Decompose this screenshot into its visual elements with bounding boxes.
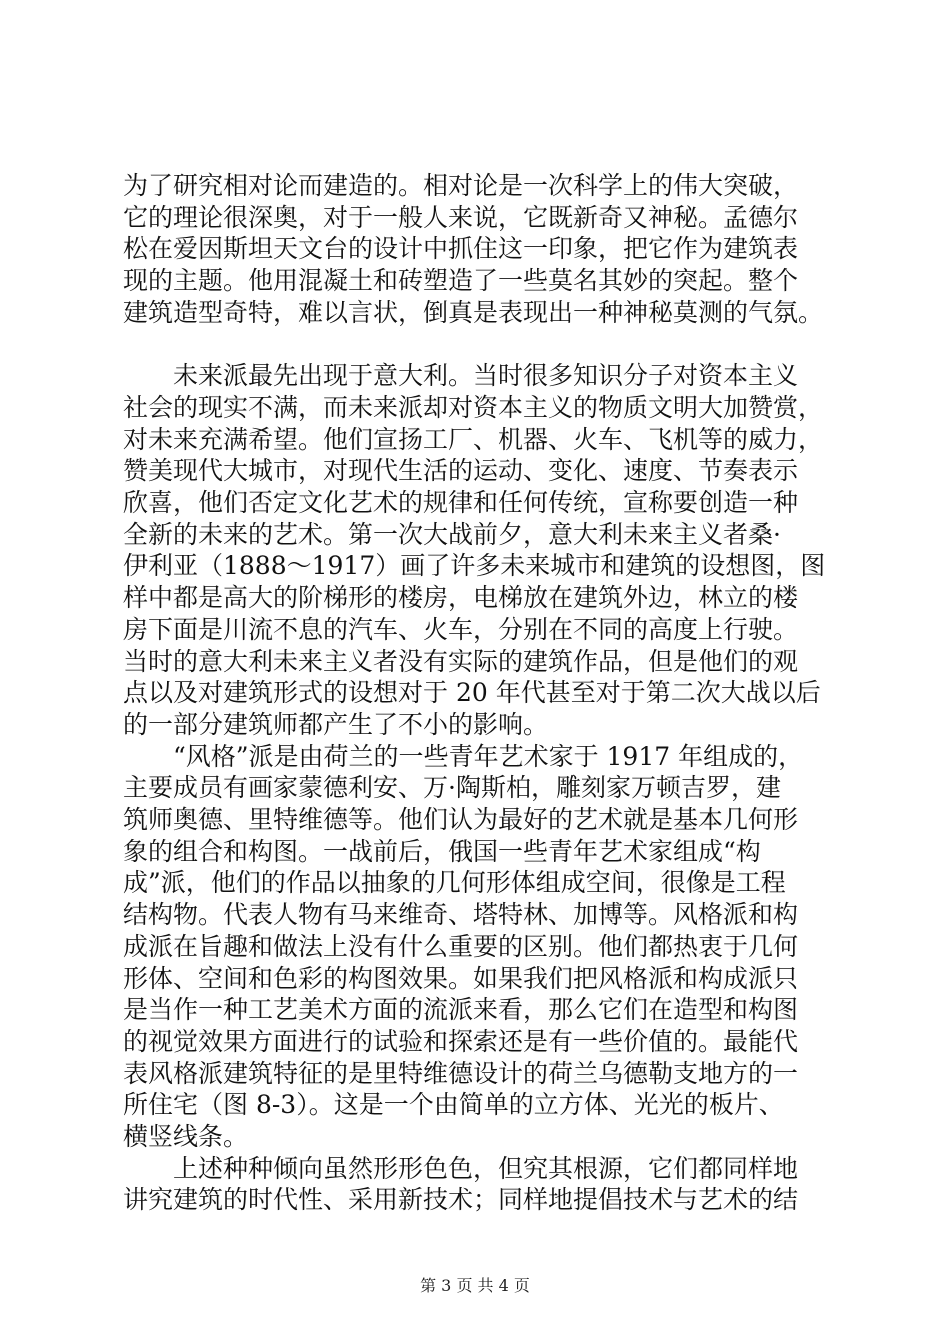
text-line: 伊利亚（1888～1917）画了许多未来城市和建筑的设想图，图 [123, 551, 826, 581]
text-line: 成派在旨趣和做法上没有什么重要的区别。他们都热衷于几何 [123, 931, 799, 961]
text-line: 社会的现实不满，而未来派却对资本主义的物质文明大加赞赏， [123, 392, 824, 422]
text-line: 欣喜，他们否定文化艺术的规律和任何传统，宣称要创造一种 [123, 488, 799, 518]
paragraph-gap [123, 329, 843, 361]
text-line: 现的主题。他用混凝土和砖塑造了一些莫名其妙的突起。整个 [123, 266, 799, 296]
text-line: 成”派，他们的作品以抽象的几何形体组成空间，很像是工程 [123, 868, 786, 898]
text-line: 建筑造型奇特，难以言状，倒真是表现出一种神秘莫测的气氛。 [123, 297, 824, 327]
text-line: 赞美现代大城市，对现代生活的运动、变化、速度、节奏表示 [123, 456, 799, 486]
text-line: 对未来充满希望。他们宣扬工厂、机器、火车、飞机等的威力， [123, 424, 824, 454]
text-line: 的一部分建筑师都产生了不小的影响。 [123, 709, 549, 739]
text-line: 当时的意大利未来主义者没有实际的建筑作品，但是他们的观 [123, 646, 799, 676]
text-line: 筑师奥德、里特维德等。他们认为最好的艺术就是基本几何形 [123, 805, 799, 835]
text-line: 横竖线条。 [123, 1122, 249, 1152]
text-line: 为了研究相对论而建造的。相对论是一次科学上的伟大突破， [123, 171, 799, 200]
text-line: 形体、空间和色彩的构图效果。如果我们把风格派和构成派只 [123, 963, 799, 993]
text-line: 松在爱因斯坦天文台的设计中抓住这一印象，把它作为建筑表 [123, 234, 799, 264]
text-line: 所住宅（图 8-3）。这是一个由简单的立方体、光光的板片、 [123, 1090, 784, 1120]
text-line: 主要成员有画家蒙德利安、万·陶斯柏，雕刻家万顿吉罗，建 [123, 773, 781, 803]
page-number-footer: 第 3 页 共 4 页 [420, 1276, 530, 1295]
text-line: 全新的未来的艺术。第一次大战前夕，意大利未来主义者桑· [123, 519, 781, 549]
text-line: 表风格派建筑特征的是里特维德设计的荷兰乌德勒支地方的一 [123, 1058, 799, 1088]
text-line: 房下面是川流不息的汽车、火车，分别在不同的高度上行驶。 [123, 614, 799, 644]
text-line: 它的理论很深奥，对于一般人来说，它既新奇又神秘。孟德尔 [123, 202, 799, 232]
text-line: 讲究建筑的时代性、采用新技术；同样地提倡技术与艺术的结 [123, 1185, 799, 1215]
text-line: 上述种种倾向虽然形形色色，但究其根源，它们都同样地 [123, 1153, 799, 1183]
text-line: 的视觉效果方面进行的试验和探索还是有一些价值的。最能代 [123, 1026, 799, 1056]
text-line: 点以及对建筑形式的设想对于 20 年代甚至对于第二次大战以后 [123, 678, 821, 708]
text-line: 象的组合和构图。一战前后，俄国一些青年艺术家组成“构 [123, 836, 761, 866]
text-line: 是当作一种工艺美术方面的流派来看，那么它们在造型和构图 [123, 995, 799, 1025]
text-line: 未来派最先出现于意大利。当时很多知识分子对资本主义 [123, 361, 799, 391]
body-text [123, 170, 843, 1216]
text-line: 结构物。代表人物有马来维奇、塔特林、加博等。风格派和构 [123, 900, 799, 930]
text-line: 样中都是高大的阶梯形的楼房，电梯放在建筑外边，林立的楼 [123, 583, 799, 613]
text-line: “风格”派是由荷兰的一些青年艺术家于 1917 年组成的， [123, 741, 804, 771]
